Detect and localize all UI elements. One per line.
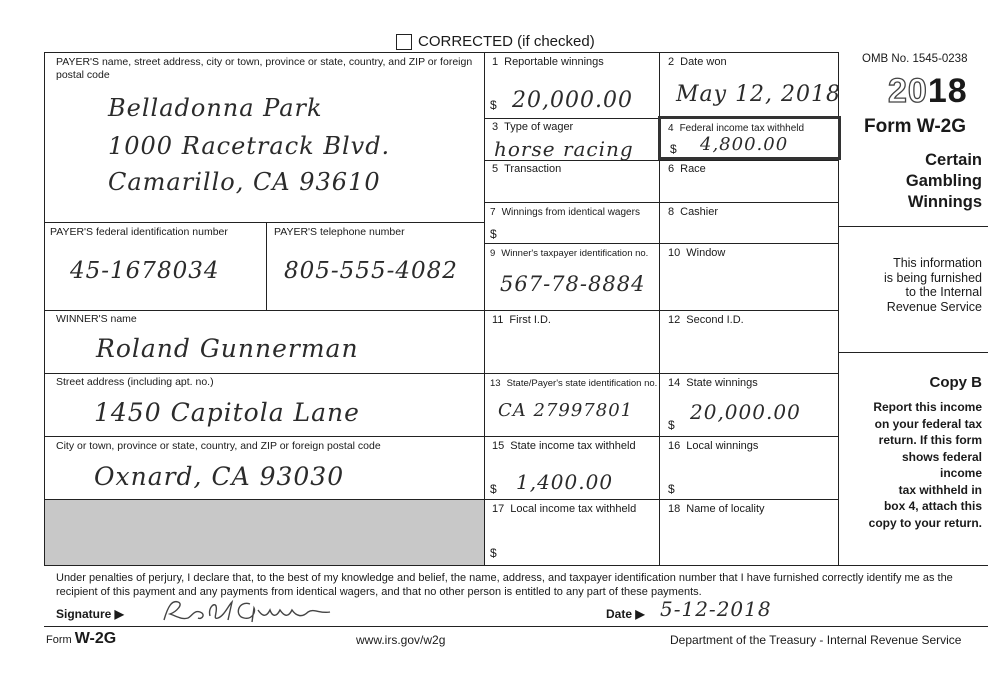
payer-street[interactable]: 1000 Racetrack Blvd. <box>108 132 391 160</box>
box13-label: 13 State/Payer's state identification no. <box>490 378 658 389</box>
corrected-checkbox[interactable] <box>396 34 412 50</box>
winner-name-label: WINNER'S name <box>56 313 137 325</box>
winner-city[interactable]: Oxnard, CA 93030 <box>94 462 345 491</box>
tax-year-bold: 18 <box>927 72 968 110</box>
payer-city[interactable]: Camarillo, CA 93610 <box>108 168 381 196</box>
box14-dollar: $ <box>668 418 675 432</box>
copy-line: shows federal <box>901 449 982 464</box>
line <box>484 499 838 500</box>
line <box>44 626 988 627</box>
box7-dollar: $ <box>490 227 497 241</box>
box12-label: 12 Second I.D. <box>668 314 744 326</box>
shaded-area <box>45 500 484 565</box>
line <box>44 565 988 566</box>
box3-label: 3 Type of wager <box>492 121 574 133</box>
box14-label: 14 State winnings <box>668 377 758 389</box>
payer-id-divider <box>266 222 267 310</box>
line <box>44 222 484 223</box>
copy-line: on your federal tax <box>874 416 982 431</box>
box7-label: 7 Winnings from identical wagers <box>490 207 640 218</box>
box16-dollar: $ <box>668 482 675 496</box>
info-line: This information <box>893 256 982 270</box>
form-title: Form W-2G <box>864 116 967 137</box>
box4-label: 4 Federal income tax withheld <box>668 123 805 134</box>
subtitle-line: Certain <box>925 151 982 169</box>
line <box>484 310 838 311</box>
tax-year-light: 20 <box>888 72 928 110</box>
box15-value[interactable]: 1,400.00 <box>516 470 614 494</box>
copy-line: Report this income <box>873 400 982 414</box>
perjury-statement: Under penalties of perjury, I declare that, to the best of my knowledge and belief, the name, address, and taxpayer identification number that I have furnished correctly identify me as the recipient of this payment and any payments from identical wagers, and that no other person is entitled to any part of these payments. <box>56 572 953 598</box>
box5-label: 5 Transaction <box>492 163 562 175</box>
box9-value[interactable]: 567-78-8884 <box>500 272 646 296</box>
footer-form-prefix: Form <box>46 634 72 646</box>
subtitle-line: Winnings <box>907 193 982 211</box>
footer-department: Department of the Treasury - Internal Revenue Service <box>670 633 962 647</box>
box18-label: 18 Name of locality <box>668 503 765 515</box>
box1-label: 1 Reportable winnings <box>492 56 604 68</box>
line <box>838 226 988 227</box>
copy-line: copy to your return. <box>868 515 982 530</box>
form-top-border <box>44 52 838 53</box>
box8-label: 8 Cashier <box>668 206 719 218</box>
copy-instructions <box>840 399 982 531</box>
line <box>44 373 484 374</box>
winner-name[interactable]: Roland Gunnerman <box>96 334 359 363</box>
col-divider-1 <box>484 52 485 566</box>
line <box>838 352 988 353</box>
info-text <box>842 256 982 314</box>
form-left-border <box>44 52 45 566</box>
winner-city-label: City or town, province or state, country, and ZIP or foreign postal code <box>56 440 381 452</box>
box9-label: 9 Winner's taxpayer identification no. <box>490 248 649 259</box>
box4-dollar: $ <box>670 142 677 156</box>
payer-fed-id[interactable]: 45-1678034 <box>70 258 220 284</box>
copy-line: income <box>939 466 982 480</box>
box11-label: 11 First I.D. <box>492 314 551 326</box>
copy-line: tax withheld in <box>898 482 982 497</box>
form-subtitle <box>842 150 982 213</box>
box17-label: 17 Local income tax withheld <box>492 503 637 515</box>
tax-year <box>888 72 968 111</box>
box1-value[interactable]: 20,000.00 <box>512 88 633 113</box>
line <box>484 436 838 437</box>
line <box>44 436 484 437</box>
box14-value[interactable]: 20,000.00 <box>690 400 801 424</box>
info-line: is being furnished <box>884 270 982 285</box>
box15-dollar: $ <box>490 482 497 496</box>
signature-label: Signature ▶ <box>56 607 124 621</box>
copy-title: Copy B <box>929 374 982 391</box>
line <box>484 373 838 374</box>
box10-label: 10 Window <box>668 247 726 259</box>
copy-line: return. If this form <box>878 433 982 447</box>
winner-street[interactable]: 1450 Capitola Lane <box>94 398 360 427</box>
signature-date[interactable]: 5-12-2018 <box>660 597 772 621</box>
corrected-label: CORRECTED (if checked) <box>418 33 595 50</box>
box15-label: 15 State income tax withheld <box>492 440 636 452</box>
box16-label: 16 Local winnings <box>668 440 759 452</box>
payer-phone-label: PAYER'S telephone number <box>274 226 405 238</box>
omb-number: OMB No. 1545-0238 <box>862 53 968 65</box>
subtitle-line: Gambling <box>905 172 982 190</box>
box2-label: 2 Date won <box>668 56 727 68</box>
info-line: Revenue Service <box>886 299 982 314</box>
line <box>484 202 838 203</box>
footer-url: www.irs.gov/w2g <box>356 633 446 647</box>
box17-dollar: $ <box>490 546 497 560</box>
box2-value[interactable]: May 12, 2018 <box>676 82 842 107</box>
box6-label: 6 Race <box>668 163 706 175</box>
box4-value[interactable]: 4,800.00 <box>700 134 789 155</box>
winner-street-label: Street address (including apt. no.) <box>56 376 214 388</box>
date-label: Date ▶ <box>606 607 645 621</box>
info-line: to the Internal <box>905 285 982 299</box>
line <box>484 118 659 119</box>
signature-image[interactable] <box>158 596 378 626</box>
line <box>484 243 838 244</box>
payer-fed-id-label: PAYER'S federal identification number <box>50 226 228 238</box>
line <box>44 310 484 311</box>
copy-line: box 4, attach this <box>883 499 982 513</box>
box1-dollar: $ <box>490 98 497 112</box>
payer-name[interactable]: Belladonna Park <box>108 94 323 122</box>
box13-value[interactable]: CA 27997801 <box>498 400 634 421</box>
footer-form-bold: W-2G <box>74 630 117 647</box>
box3-value[interactable]: horse racing <box>494 137 634 161</box>
payer-address-label: PAYER'S name, street address, city or town, province or state, country, and ZIP or foreign postal code <box>56 56 473 81</box>
footer-form-name <box>46 630 116 648</box>
payer-phone[interactable]: 805-555-4082 <box>284 258 458 284</box>
